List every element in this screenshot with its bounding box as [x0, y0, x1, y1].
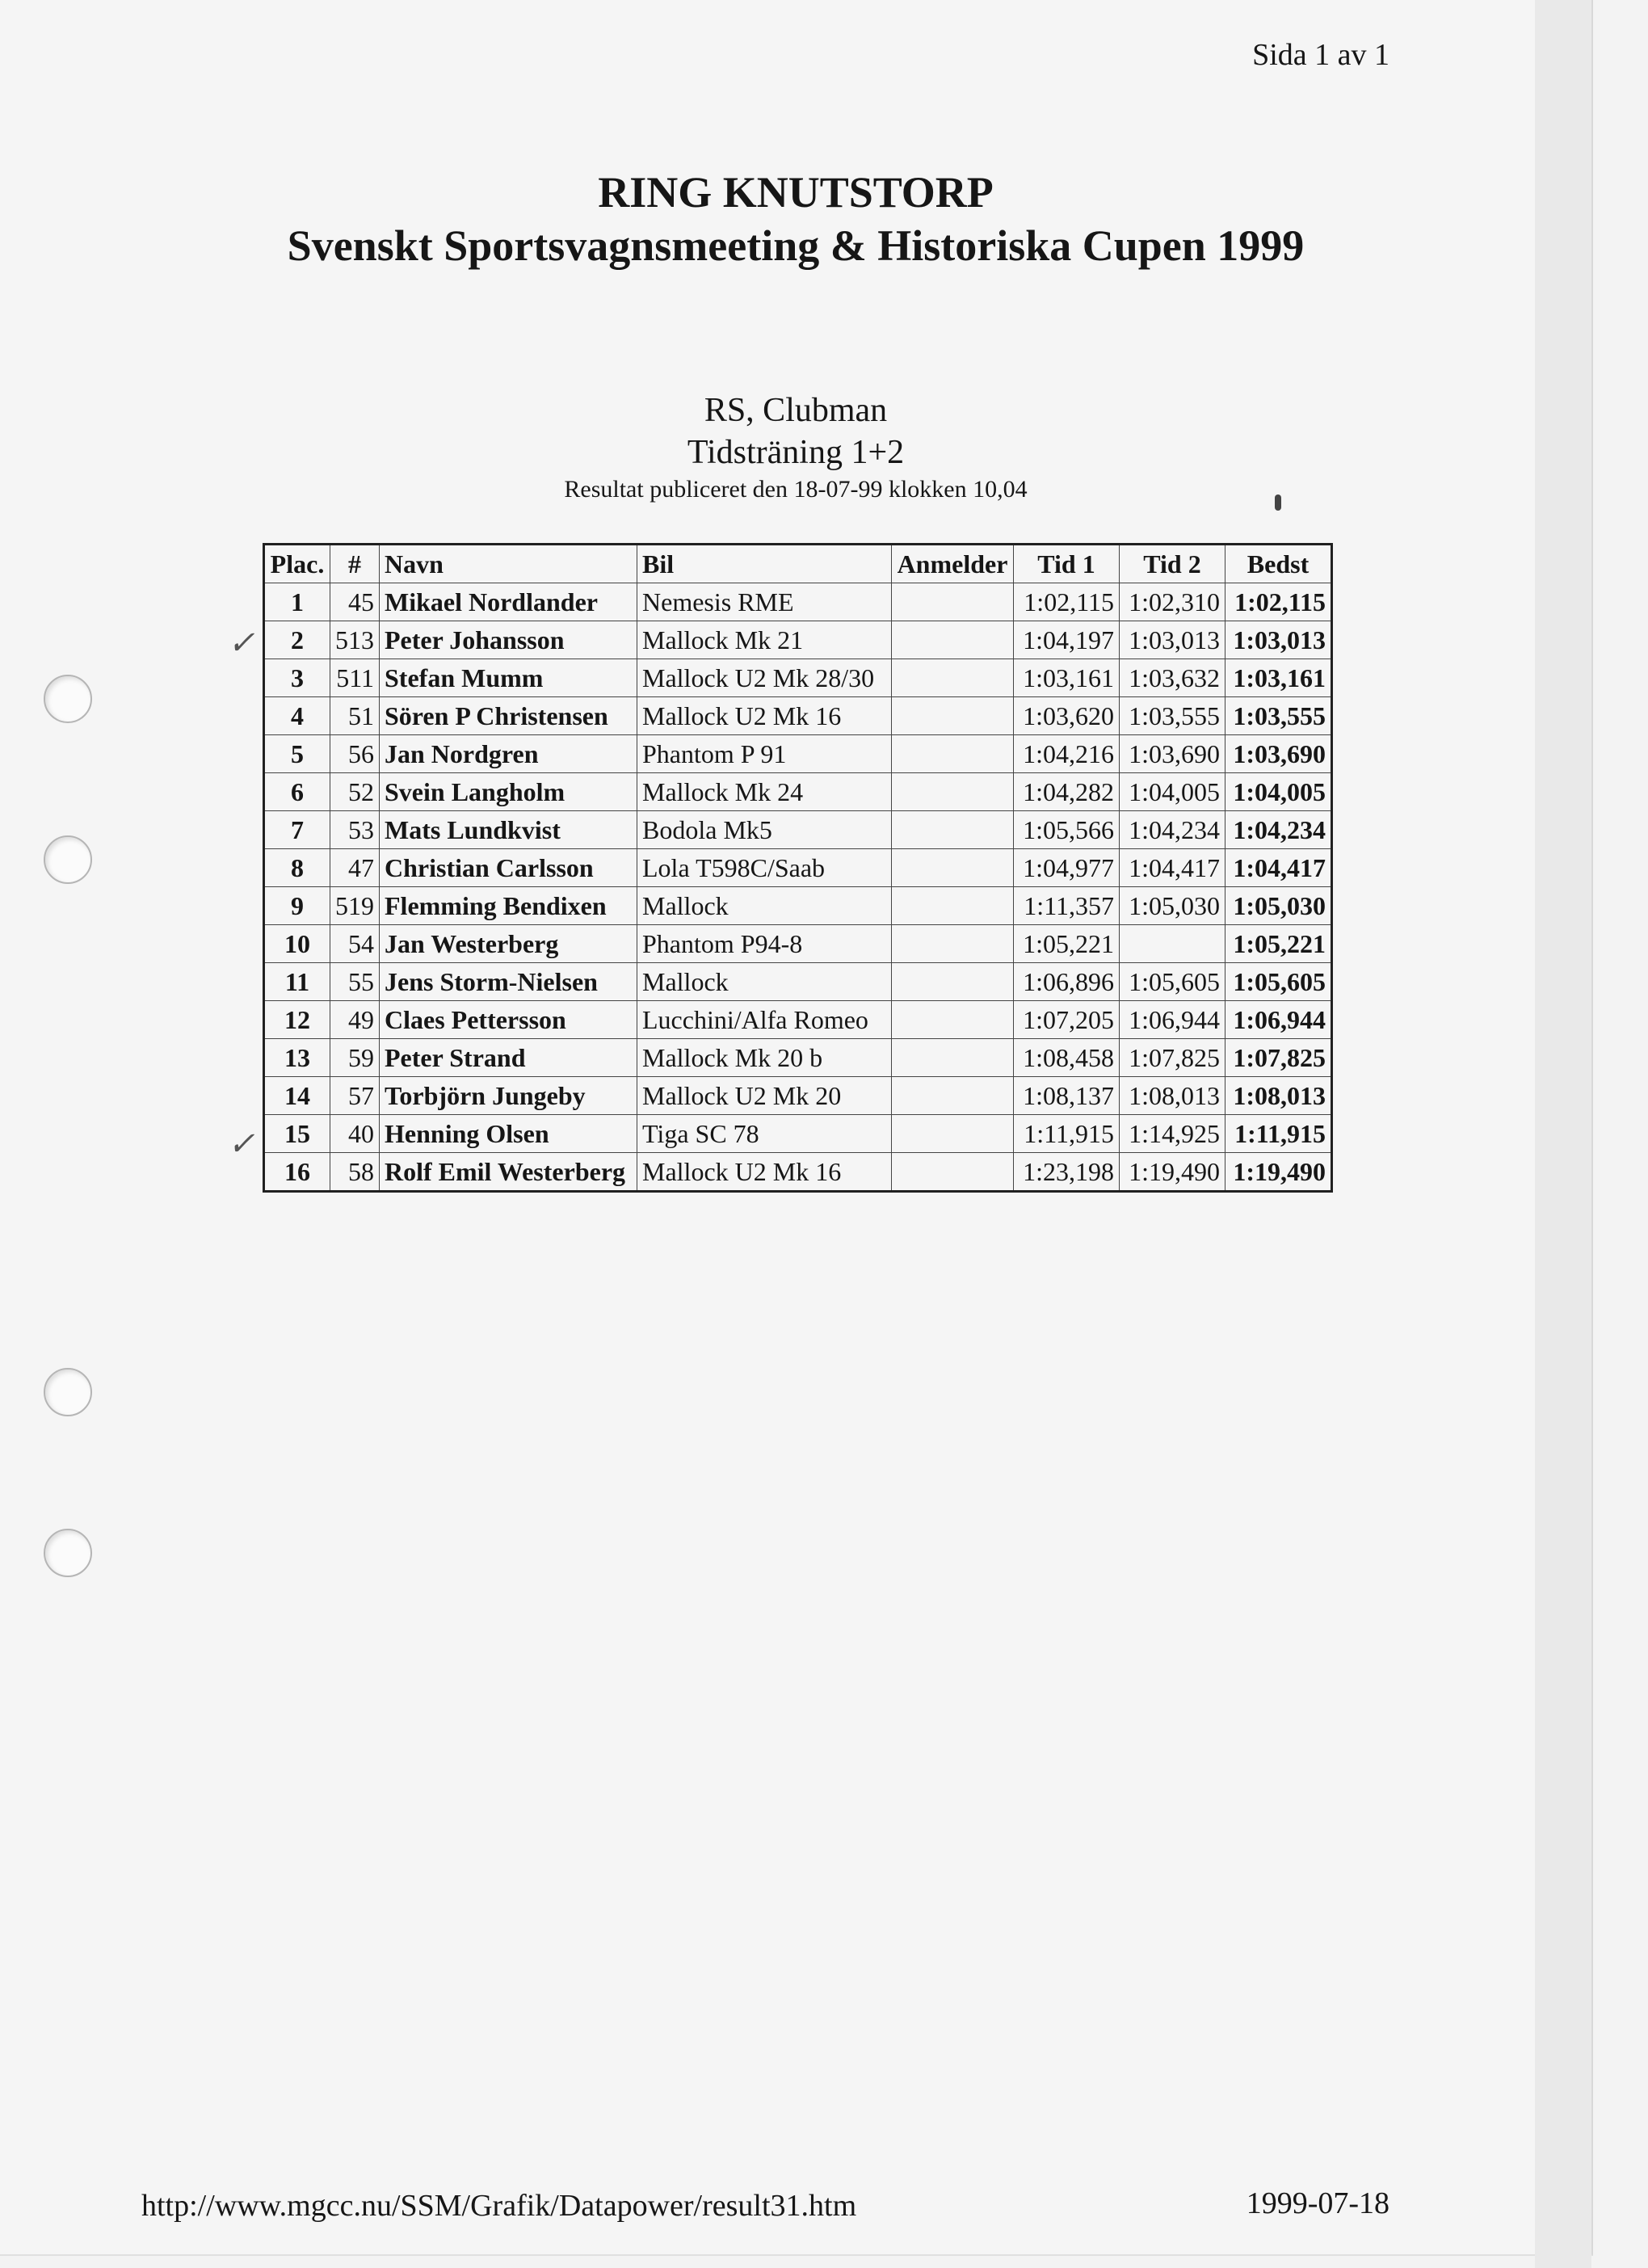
cell-plac: 8 — [264, 849, 330, 887]
cell-navn: Peter Johansson — [380, 621, 637, 659]
table-row — [264, 697, 1332, 735]
table-row — [264, 1115, 1332, 1153]
cell-anmelder — [892, 583, 1014, 621]
table-row — [264, 735, 1332, 773]
cell-tid2: 1:14,925 — [1120, 1115, 1225, 1153]
cell-plac: 16 — [264, 1153, 330, 1192]
cell-number: 55 — [330, 963, 380, 1001]
cell-bil: Lucchini/Alfa Romeo — [637, 1001, 892, 1039]
cell-tid2: 1:05,605 — [1120, 963, 1225, 1001]
cell-plac: 12 — [264, 1001, 330, 1039]
cell-navn: Rolf Emil Westerberg — [380, 1153, 637, 1192]
cell-bil: Mallock U2 Mk 20 — [637, 1077, 892, 1115]
cell-bil: Mallock U2 Mk 16 — [637, 1153, 892, 1192]
cell-tid1: 1:11,357 — [1014, 887, 1120, 925]
cell-bil: Mallock Mk 24 — [637, 773, 892, 811]
cell-anmelder — [892, 887, 1014, 925]
scan-speck — [1275, 494, 1281, 511]
cell-bil: Mallock U2 Mk 28/30 — [637, 659, 892, 697]
cell-number: 59 — [330, 1039, 380, 1077]
cell-tid2: 1:03,690 — [1120, 735, 1225, 773]
cell-bedst: 1:05,605 — [1225, 963, 1332, 1001]
cell-tid1: 1:03,620 — [1014, 697, 1120, 735]
cell-number: 58 — [330, 1153, 380, 1192]
cell-plac: 6 — [264, 773, 330, 811]
cell-navn: Svein Langholm — [380, 773, 637, 811]
cell-navn: Stefan Mumm — [380, 659, 637, 697]
cell-anmelder — [892, 621, 1014, 659]
punch-hole-1 — [44, 675, 92, 723]
col-header-number: # — [330, 545, 380, 583]
cell-bil: Mallock Mk 20 b — [637, 1039, 892, 1077]
table-row — [264, 811, 1332, 849]
cell-tid2: 1:04,005 — [1120, 773, 1225, 811]
cell-plac: 10 — [264, 925, 330, 963]
footer-date: 1999-07-18 — [1246, 2186, 1389, 2220]
table-row — [264, 1001, 1332, 1039]
cell-number: 519 — [330, 887, 380, 925]
table-row — [264, 849, 1332, 887]
table-header-row — [264, 545, 1332, 583]
cell-navn: Christian Carlsson — [380, 849, 637, 887]
cell-bedst: 1:04,234 — [1225, 811, 1332, 849]
pen-check-mark: ✓ — [228, 1126, 255, 1162]
cell-number: 47 — [330, 849, 380, 887]
cell-tid2: 1:04,417 — [1120, 849, 1225, 887]
class-name: RS, Clubman — [704, 392, 888, 429]
cell-bedst: 1:07,825 — [1225, 1039, 1332, 1077]
cell-number: 40 — [330, 1115, 380, 1153]
cell-tid2: 1:07,825 — [1120, 1039, 1225, 1077]
cell-plac: 14 — [264, 1077, 330, 1115]
cell-bil: Mallock Mk 21 — [637, 621, 892, 659]
cell-tid2: 1:08,013 — [1120, 1077, 1225, 1115]
title-line-1: RING KNUTSTORP — [598, 168, 994, 217]
cell-bil: Bodola Mk5 — [637, 811, 892, 849]
cell-number: 45 — [330, 583, 380, 621]
cell-anmelder — [892, 963, 1014, 1001]
cell-navn: Jan Westerberg — [380, 925, 637, 963]
cell-tid2: 1:19,490 — [1120, 1153, 1225, 1192]
pen-check-mark: ✓ — [228, 625, 255, 661]
table-row — [264, 773, 1332, 811]
cell-tid1: 1:05,566 — [1014, 811, 1120, 849]
cell-tid1: 1:11,915 — [1014, 1115, 1120, 1153]
cell-navn: Flemming Bendixen — [380, 887, 637, 925]
cell-number: 513 — [330, 621, 380, 659]
cell-tid1: 1:04,197 — [1014, 621, 1120, 659]
cell-navn: Mikael Nordlander — [380, 583, 637, 621]
cell-plac: 2 — [264, 621, 330, 659]
cell-bil: Mallock — [637, 887, 892, 925]
col-header-tid1: Tid 1 — [1014, 545, 1120, 583]
cell-tid2: 1:05,030 — [1120, 887, 1225, 925]
cell-tid1: 1:23,198 — [1014, 1153, 1120, 1192]
punch-hole-3 — [44, 1368, 92, 1416]
cell-bedst: 1:02,115 — [1225, 583, 1332, 621]
cell-tid1: 1:07,205 — [1014, 1001, 1120, 1039]
cell-anmelder — [892, 811, 1014, 849]
punch-hole-4 — [44, 1529, 92, 1577]
cell-number: 49 — [330, 1001, 380, 1039]
cell-tid2: 1:06,944 — [1120, 1001, 1225, 1039]
footer-url: http://www.mgcc.nu/SSM/Grafik/Datapower/result31.htm — [141, 2189, 857, 2223]
cell-number: 511 — [330, 659, 380, 697]
cell-bil: Lola T598C/Saab — [637, 849, 892, 887]
cell-plac: 7 — [264, 811, 330, 849]
cell-tid2: 1:03,632 — [1120, 659, 1225, 697]
cell-tid1: 1:05,221 — [1014, 925, 1120, 963]
cell-tid1: 1:04,282 — [1014, 773, 1120, 811]
cell-anmelder — [892, 1153, 1014, 1192]
cell-tid2: 1:04,234 — [1120, 811, 1225, 849]
cell-bedst: 1:06,944 — [1225, 1001, 1332, 1039]
col-header-anmelder: Anmelder — [892, 545, 1014, 583]
cell-navn: Sören P Christensen — [380, 697, 637, 735]
table-row — [264, 963, 1332, 1001]
cell-anmelder — [892, 849, 1014, 887]
cell-tid1: 1:04,216 — [1014, 735, 1120, 773]
table-row — [264, 583, 1332, 621]
cell-tid2 — [1120, 925, 1225, 963]
cell-tid1: 1:06,896 — [1014, 963, 1120, 1001]
punch-hole-2 — [44, 835, 92, 884]
table-row — [264, 1153, 1332, 1192]
cell-tid1: 1:03,161 — [1014, 659, 1120, 697]
cell-bedst: 1:03,555 — [1225, 697, 1332, 735]
cell-tid1: 1:08,137 — [1014, 1077, 1120, 1115]
cell-number: 56 — [330, 735, 380, 773]
col-header-bedst: Bedst — [1225, 545, 1332, 583]
cell-number: 52 — [330, 773, 380, 811]
title-line-2: Svenskt Sportsvagnsmeeting & Historiska Cupen 1999 — [287, 221, 1305, 270]
cell-navn: Jan Nordgren — [380, 735, 637, 773]
table-row — [264, 1077, 1332, 1115]
col-header-tid2: Tid 2 — [1120, 545, 1225, 583]
cell-tid1: 1:08,458 — [1014, 1039, 1120, 1077]
cell-anmelder — [892, 925, 1014, 963]
cell-number: 51 — [330, 697, 380, 735]
cell-navn: Claes Pettersson — [380, 1001, 637, 1039]
cell-bedst: 1:04,417 — [1225, 849, 1332, 887]
cell-tid2: 1:02,310 — [1120, 583, 1225, 621]
cell-tid2: 1:03,013 — [1120, 621, 1225, 659]
cell-tid1: 1:02,115 — [1014, 583, 1120, 621]
title-block — [0, 166, 1591, 272]
cell-navn: Henning Olsen — [380, 1115, 637, 1153]
cell-navn: Peter Strand — [380, 1039, 637, 1077]
cell-bedst: 1:03,161 — [1225, 659, 1332, 697]
results-table — [263, 543, 1333, 1193]
cell-bil: Nemesis RME — [637, 583, 892, 621]
table-row — [264, 621, 1332, 659]
published-note: Resultat publiceret den 18-07-99 klokken 10,04 — [564, 476, 1028, 503]
cell-anmelder — [892, 1077, 1014, 1115]
cell-bedst: 1:04,005 — [1225, 773, 1332, 811]
cell-bil: Phantom P94-8 — [637, 925, 892, 963]
page-number: Sida 1 av 1 — [1252, 38, 1389, 72]
cell-bedst: 1:03,690 — [1225, 735, 1332, 773]
cell-bedst: 1:08,013 — [1225, 1077, 1332, 1115]
cell-bil: Mallock U2 Mk 16 — [637, 697, 892, 735]
cell-anmelder — [892, 1001, 1014, 1039]
col-header-bil: Bil — [637, 545, 892, 583]
cell-number: 57 — [330, 1077, 380, 1115]
cell-bil: Phantom P 91 — [637, 735, 892, 773]
cell-tid1: 1:04,977 — [1014, 849, 1120, 887]
cell-plac: 5 — [264, 735, 330, 773]
table-row — [264, 925, 1332, 963]
col-header-plac: Plac. — [264, 545, 330, 583]
table-row — [264, 1039, 1332, 1077]
cell-plac: 15 — [264, 1115, 330, 1153]
cell-anmelder — [892, 735, 1014, 773]
cell-bil: Mallock — [637, 963, 892, 1001]
cell-navn: Torbjörn Jungeby — [380, 1077, 637, 1115]
scan-edge — [1535, 0, 1591, 2268]
col-header-navn: Navn — [380, 545, 637, 583]
cell-bedst: 1:05,221 — [1225, 925, 1332, 963]
cell-anmelder — [892, 1039, 1014, 1077]
cell-bedst: 1:05,030 — [1225, 887, 1332, 925]
cell-bedst: 1:19,490 — [1225, 1153, 1332, 1192]
cell-plac: 3 — [264, 659, 330, 697]
cell-plac: 13 — [264, 1039, 330, 1077]
cell-plac: 9 — [264, 887, 330, 925]
cell-anmelder — [892, 1115, 1014, 1153]
cell-plac: 1 — [264, 583, 330, 621]
results-body — [264, 583, 1332, 1192]
table-row — [264, 887, 1332, 925]
cell-navn: Mats Lundkvist — [380, 811, 637, 849]
cell-number: 54 — [330, 925, 380, 963]
session-block — [0, 389, 1591, 506]
table-row — [264, 659, 1332, 697]
cell-anmelder — [892, 697, 1014, 735]
cell-plac: 11 — [264, 963, 330, 1001]
cell-plac: 4 — [264, 697, 330, 735]
cell-tid2: 1:03,555 — [1120, 697, 1225, 735]
cell-navn: Jens Storm-Nielsen — [380, 963, 637, 1001]
cell-bil: Tiga SC 78 — [637, 1115, 892, 1153]
cell-anmelder — [892, 773, 1014, 811]
cell-number: 53 — [330, 811, 380, 849]
session-name: Tidsträning 1+2 — [687, 434, 905, 471]
cell-bedst: 1:11,915 — [1225, 1115, 1332, 1153]
cell-anmelder — [892, 659, 1014, 697]
cell-bedst: 1:03,013 — [1225, 621, 1332, 659]
